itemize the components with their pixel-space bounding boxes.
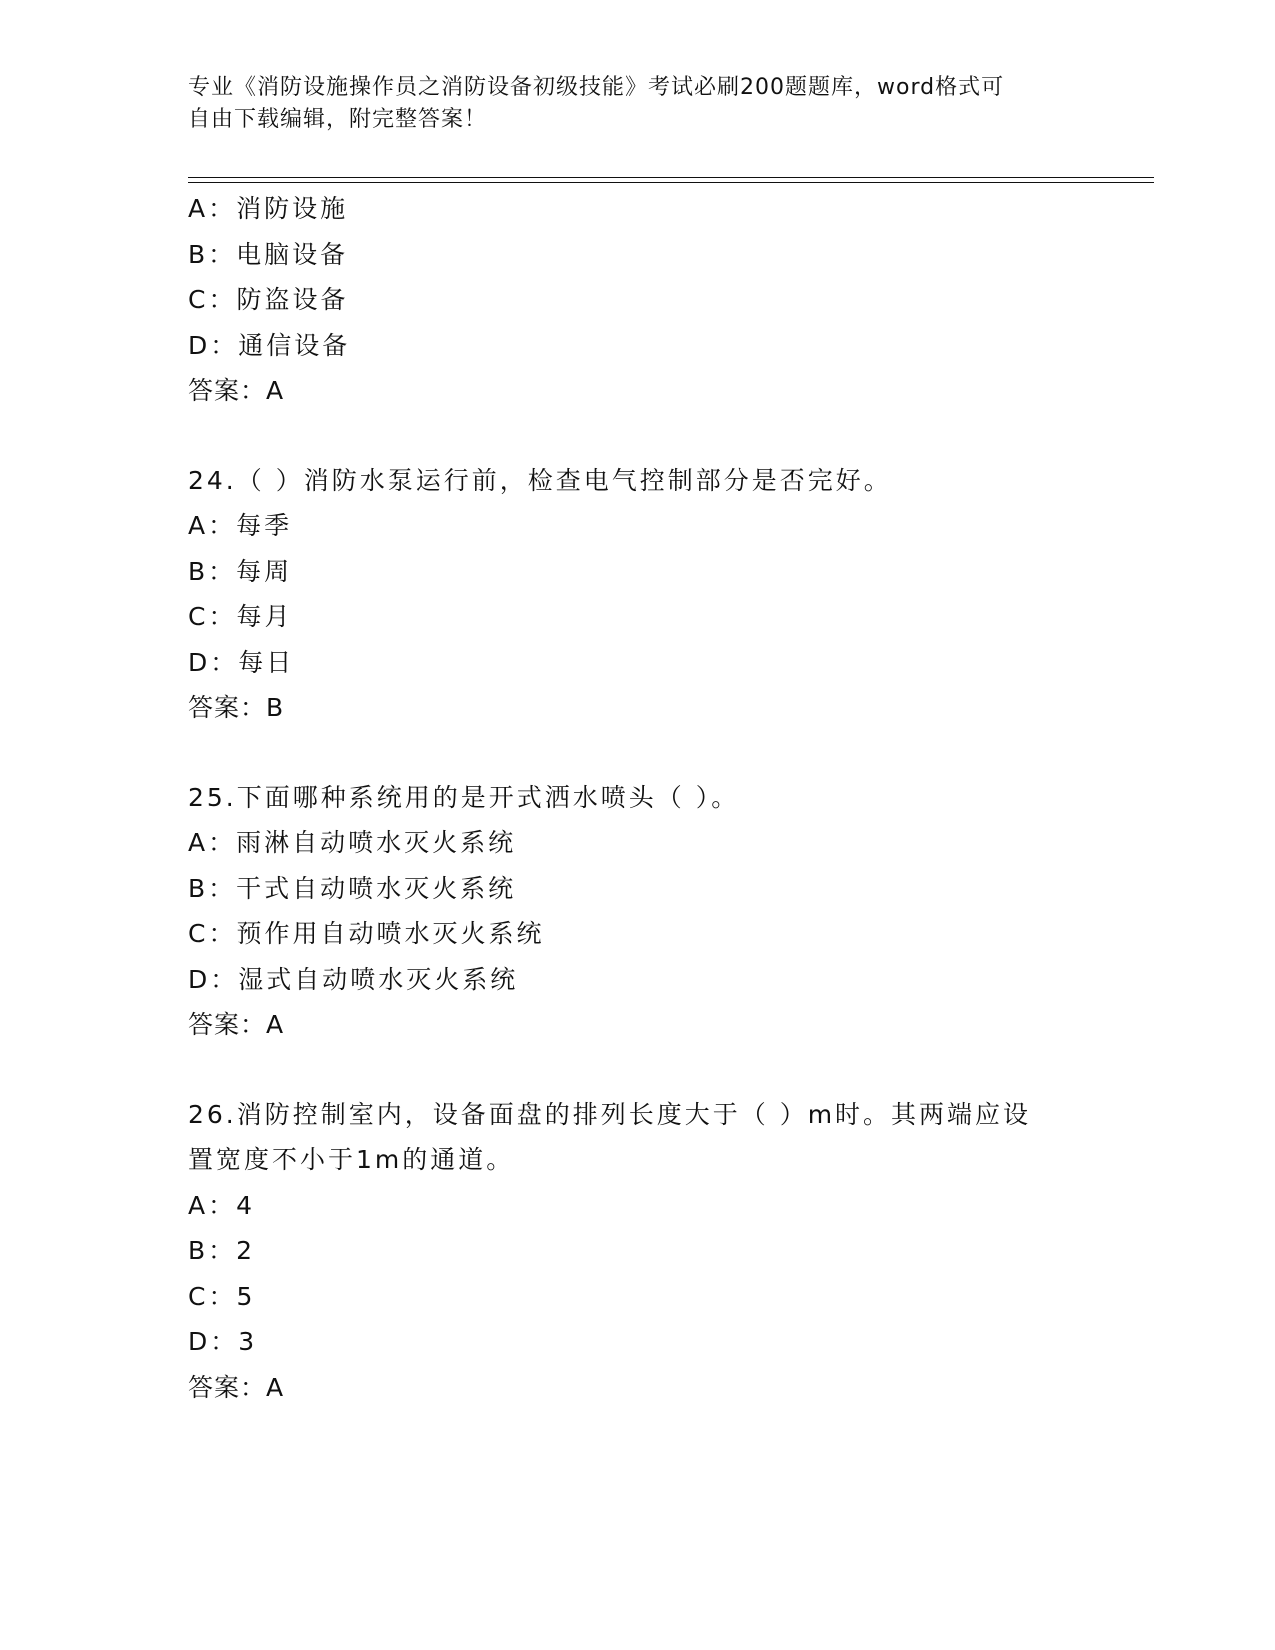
option-a: A：每季 <box>188 511 293 540</box>
option-c: C：防盗设备 <box>188 285 349 314</box>
header-rule-bottom <box>188 182 1154 183</box>
option-a: A：雨淋自动喷水灭火系统 <box>188 828 517 857</box>
question-text: 24.（ ）消防水泵运行前，检查电气控制部分是否完好。 <box>188 465 892 495</box>
question-text-line-1: 26.消防控制室内，设备面盘的排列长度大于（ ）m时。其两端应设 <box>188 1099 1032 1129</box>
question-text: 25.下面哪种系统用的是开式洒水喷头（ ）。 <box>188 782 740 812</box>
option-d: D：3 <box>188 1327 258 1356</box>
option-d: D：每日 <box>188 647 295 677</box>
option-b: B：2 <box>188 1236 256 1265</box>
option-b: B：干式自动喷水灭火系统 <box>188 873 517 903</box>
option-d: D：通信设备 <box>188 330 351 360</box>
document-header <box>188 72 1078 136</box>
option-c: C：每月 <box>188 602 293 631</box>
question-25 <box>188 775 1088 1048</box>
option-b: B：每周 <box>188 556 293 586</box>
question-gap <box>188 1048 1088 1092</box>
answer: 答案：A <box>188 1010 285 1039</box>
question-text-line-2: 置宽度不小于1m的通道。 <box>188 1145 515 1174</box>
question-26 <box>188 1092 1088 1411</box>
option-c: C：预作用自动喷水灭火系统 <box>188 919 545 948</box>
answer: 答案：A <box>188 376 285 405</box>
option-c: C：5 <box>188 1281 256 1311</box>
header-rule-top <box>188 177 1154 178</box>
option-a: A：消防设施 <box>188 194 349 223</box>
header-line-1: 专业《消防设施操作员之消防设备初级技能》考试必刷200题题库，word格式可 <box>188 75 1005 100</box>
answer: 答案：B <box>188 693 285 722</box>
question-24 <box>188 458 1088 731</box>
answer: 答案：A <box>188 1372 285 1402</box>
option-b: B：电脑设备 <box>188 239 349 269</box>
header-line-2: 自由下载编辑，附完整答案！ <box>188 107 488 132</box>
option-a: A：4 <box>188 1190 256 1220</box>
question-list <box>188 186 1088 1410</box>
option-d: D：湿式自动喷水灭火系统 <box>188 964 519 994</box>
question-23 <box>188 186 1088 414</box>
question-gap <box>188 731 1088 775</box>
question-gap <box>188 414 1088 458</box>
